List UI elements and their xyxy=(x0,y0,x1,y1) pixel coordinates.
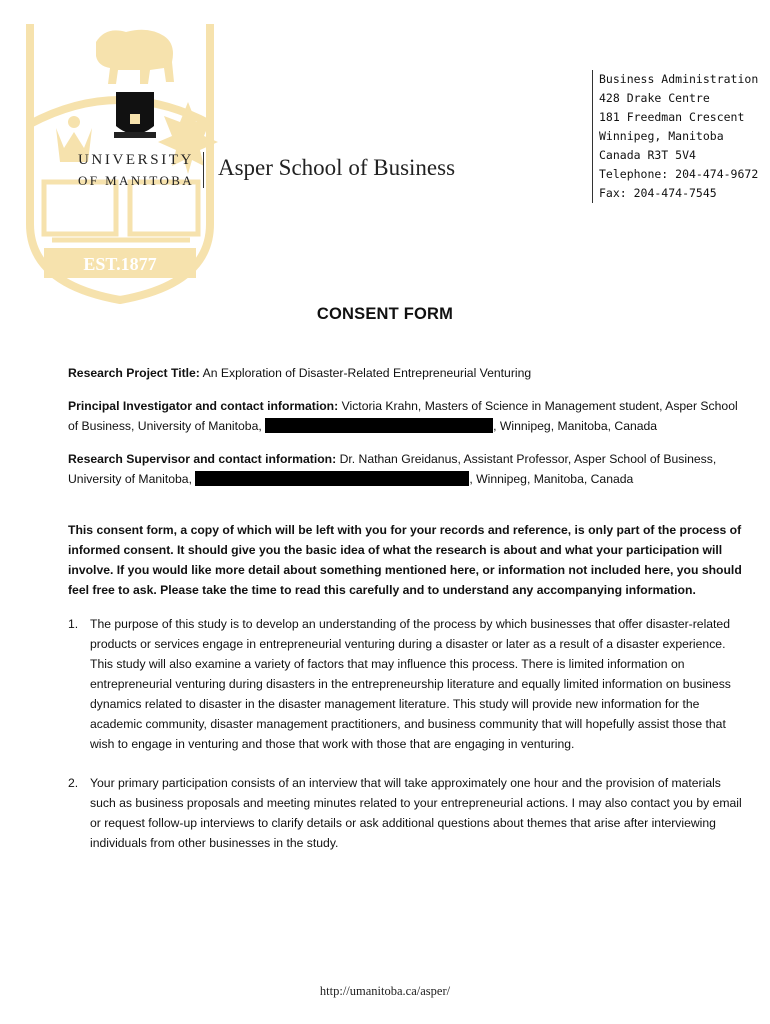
list-item xyxy=(68,773,748,853)
investigator-paragraph xyxy=(68,396,748,436)
document-title: CONSENT FORM xyxy=(316,305,454,323)
telephone-line: Telephone: 204-474-9672 xyxy=(599,167,759,181)
address-line: Winnipeg, Manitoba xyxy=(599,129,724,143)
list-item-number: 2. xyxy=(68,776,79,790)
address-line: 181 Freedman Crescent xyxy=(599,110,745,124)
redacted-contact xyxy=(195,471,469,486)
numbered-list xyxy=(68,614,748,872)
list-item-text: The purpose of this study is to develop an understanding of the process by which businesses that offer disaster-related products or services engage in entrepreneurial venturing during a disaster or later as a result of a disaster experience. This study will also examine a variety of factors that may influence this process. There is limited information on entrepreneurial venturing during disasters in the entrepreneurship literature and equally limited information on business dynamics related to disaster in the disaster management literature. This study will provide new information for the academic community, disaster management practitioners, and business community that will hopefully assist those that wish to engage in venturing and those that work with those that are engaging in venturing. xyxy=(90,617,731,751)
address-line: Canada R3T 5V4 xyxy=(599,148,696,162)
address-block xyxy=(592,70,758,203)
logo-divider xyxy=(203,152,204,188)
supervisor-label: Research Supervisor and contact information: xyxy=(68,452,337,466)
supervisor-paragraph xyxy=(68,449,748,489)
school-name: Asper School of Business xyxy=(218,155,456,180)
intro-paragraph xyxy=(68,520,748,600)
project-title-paragraph xyxy=(68,363,748,383)
intro-text: This consent form, a copy of which will be left with you for your records and reference, is only part of the process of informed consent. It should give you the basic idea of what the research is about and what your participation will involve. If you would like more detail about something mentioned here, or information not included here, you should feel free to ask. Please take the time to read this carefully and to understand any accompanying information. xyxy=(68,523,742,597)
project-title-label: Research Project Title: xyxy=(68,366,200,380)
supervisor-details: Dr. Nathan Greidanus, Assistant Professor, Asper School of Business, University of Manitoba, xyxy=(68,452,717,486)
book-icon xyxy=(44,182,198,240)
small-shield-icon xyxy=(114,92,156,138)
project-title-value: An Exploration of Disaster-Related Entrepreneurial Venturing xyxy=(202,366,532,380)
supervisor-location: , Winnipeg, Manitoba, Canada xyxy=(469,472,634,486)
address-line: 428 Drake Centre xyxy=(599,91,710,105)
footer-url[interactable]: http://umanitoba.ca/asper/ xyxy=(319,984,451,998)
address-line: Business Administration xyxy=(599,72,759,86)
list-item xyxy=(68,614,748,754)
list-item-number: 1. xyxy=(68,617,79,631)
university-wordmark-line2: OF MANITOBA xyxy=(78,173,195,188)
bison-icon xyxy=(96,30,174,84)
list-item-text: Your primary participation consists of an interview that will take approximately one hour and the provision of materials such as business proposals and meeting minutes related to your entrepreneurial actions. I may also contact you by email or request follow-up interviews to clarify details or ask additional questions about themes that arise after interviewing individuals from other businesses in the study. xyxy=(90,776,742,850)
redacted-contact xyxy=(265,418,493,433)
investigator-location: , Winnipeg, Manitoba, Canada xyxy=(493,419,658,433)
investigator-label: Principal Investigator and contact information: xyxy=(68,399,339,413)
university-wordmark-line1: UNIVERSITY xyxy=(78,152,194,168)
fax-line: Fax: 204-474-7545 xyxy=(599,186,717,200)
crest-year-text: EST.1877 xyxy=(83,254,157,274)
investigator-details: Victoria Krahn, Masters of Science in Management student, Asper School of Business, University of Manitoba, xyxy=(68,399,738,433)
